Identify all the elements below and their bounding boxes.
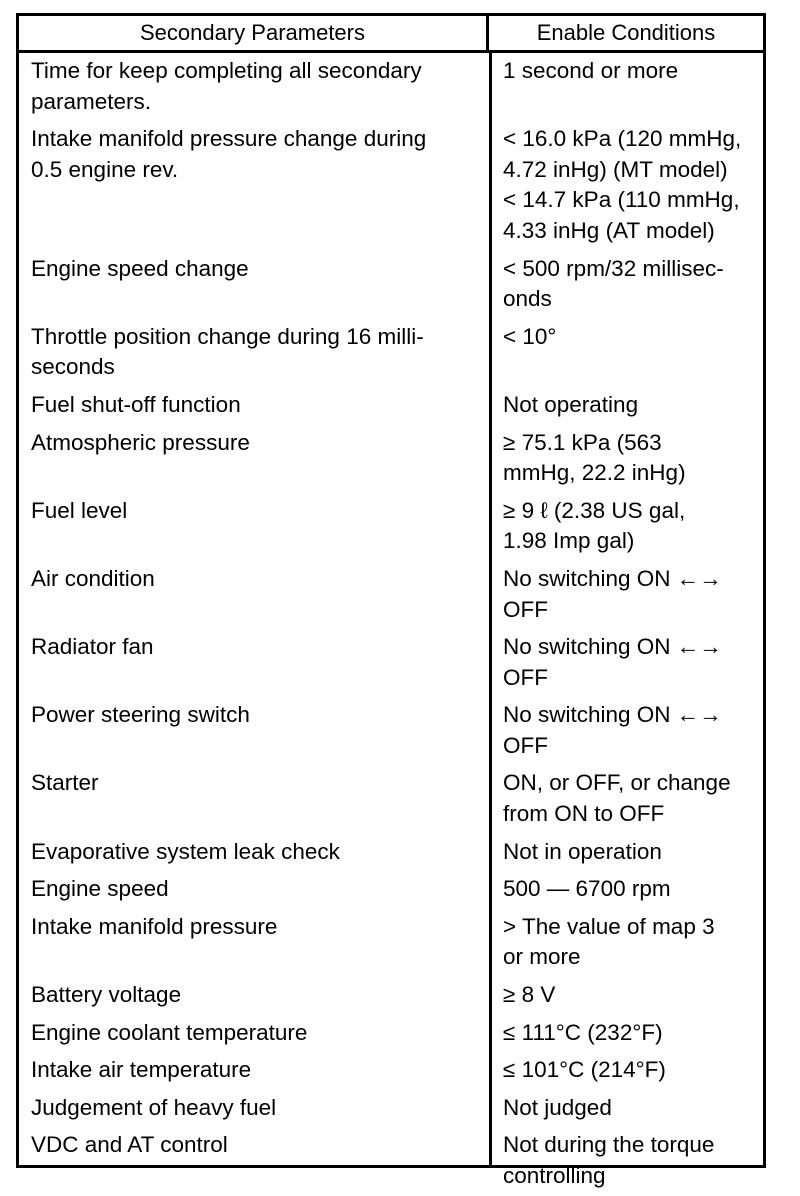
table-row bbox=[19, 1090, 763, 1128]
table-row bbox=[19, 871, 763, 909]
parameter-text: Throttle position change during 16 milli- bbox=[31, 323, 424, 349]
condition-text: < 14.7 kPa (110 mmHg, bbox=[503, 187, 740, 213]
table-row bbox=[19, 834, 763, 872]
condition-cell bbox=[489, 493, 763, 561]
table-header bbox=[19, 16, 763, 53]
table-row bbox=[19, 909, 763, 977]
condition-text: OFF bbox=[503, 664, 548, 690]
parameter-cell bbox=[19, 909, 489, 977]
parameter-text: VDC and AT control bbox=[31, 1132, 228, 1158]
condition-text: Not during the torque bbox=[503, 1132, 715, 1158]
header-enable-conditions: Enable Conditions bbox=[536, 20, 716, 45]
condition-text: 1 second or more bbox=[503, 58, 679, 83]
parameter-cell bbox=[19, 1052, 489, 1090]
condition-cell bbox=[489, 425, 763, 493]
parameter-text: Fuel level bbox=[31, 497, 128, 523]
condition-text: OFF bbox=[503, 596, 548, 622]
condition-cell bbox=[489, 1127, 763, 1195]
parameter-cell bbox=[19, 493, 489, 561]
parameter-cell bbox=[19, 121, 489, 250]
parameter-cell bbox=[19, 425, 489, 493]
condition-text: ≤ 111°C (232°F) bbox=[503, 1019, 663, 1045]
condition-text: 4.33 inHg (AT model) bbox=[503, 217, 715, 243]
condition-text: ON, or OFF, or change bbox=[503, 770, 731, 796]
condition-text: ≤ 101°C (214°F) bbox=[503, 1057, 666, 1083]
condition-cell bbox=[489, 251, 763, 319]
condition-cell bbox=[489, 871, 763, 909]
parameter-text: seconds bbox=[31, 354, 115, 380]
table-row bbox=[19, 561, 763, 629]
condition-text: 1.98 Imp gal) bbox=[503, 528, 635, 554]
parameter-text: Starter bbox=[31, 770, 99, 796]
condition-text: No switching ON ←→ bbox=[503, 634, 722, 660]
condition-text: < 500 rpm/32 millisec- bbox=[503, 255, 724, 281]
table-row bbox=[19, 1052, 763, 1090]
table-row bbox=[19, 629, 763, 697]
table-row bbox=[19, 387, 763, 425]
condition-text: Not judged bbox=[503, 1094, 612, 1120]
parameter-text: Intake manifold pressure change during bbox=[31, 126, 427, 152]
table-row bbox=[19, 1015, 763, 1053]
parameter-cell bbox=[19, 1127, 489, 1195]
parameter-text: 0.5 engine rev. bbox=[31, 156, 179, 182]
condition-text: No switching ON ←→ bbox=[503, 702, 722, 728]
table-row bbox=[19, 765, 763, 833]
condition-text: ≥ 9 ℓ (2.38 US gal, bbox=[503, 497, 686, 523]
condition-text: > The value of map 3 bbox=[503, 913, 715, 939]
parameter-cell bbox=[19, 387, 489, 425]
parameter-cell bbox=[19, 871, 489, 909]
condition-text: < 16.0 kPa (120 mmHg, bbox=[503, 126, 742, 152]
condition-text: onds bbox=[503, 286, 552, 312]
table-row bbox=[19, 319, 763, 387]
parameter-cell bbox=[19, 319, 489, 387]
table-body bbox=[19, 53, 763, 1188]
condition-text: Not operating bbox=[503, 391, 639, 417]
table-row bbox=[19, 251, 763, 319]
parameter-cell bbox=[19, 1015, 489, 1053]
parameter-cell bbox=[19, 561, 489, 629]
condition-cell bbox=[489, 977, 763, 1015]
condition-cell bbox=[489, 53, 763, 121]
condition-text: controlling bbox=[503, 1163, 606, 1188]
condition-text: mmHg, 22.2 inHg) bbox=[503, 460, 686, 486]
table-row bbox=[19, 493, 763, 561]
condition-cell bbox=[489, 1015, 763, 1053]
parameter-text: Radiator fan bbox=[31, 634, 154, 660]
condition-cell bbox=[489, 834, 763, 872]
condition-text: No switching ON ←→ bbox=[503, 565, 722, 591]
parameter-text: Time for keep completing all secondary bbox=[31, 58, 422, 83]
parameter-text: Engine coolant temperature bbox=[31, 1019, 308, 1045]
parameter-cell bbox=[19, 834, 489, 872]
condition-text: from ON to OFF bbox=[503, 801, 665, 827]
condition-cell bbox=[489, 319, 763, 387]
condition-text: < 10° bbox=[503, 323, 557, 349]
parameter-cell bbox=[19, 697, 489, 765]
condition-cell bbox=[489, 1052, 763, 1090]
parameter-text: Engine speed bbox=[31, 876, 169, 902]
table-row bbox=[19, 697, 763, 765]
condition-text: Not in operation bbox=[503, 838, 662, 864]
parameter-cell bbox=[19, 977, 489, 1015]
condition-cell bbox=[489, 909, 763, 977]
table-row bbox=[19, 977, 763, 1015]
parameter-text: Judgement of heavy fuel bbox=[31, 1094, 277, 1120]
parameter-cell bbox=[19, 629, 489, 697]
table-row bbox=[19, 121, 763, 250]
table-row bbox=[19, 425, 763, 493]
condition-cell bbox=[489, 1090, 763, 1128]
parameter-text: Air condition bbox=[31, 565, 155, 591]
condition-text: 500 — 6700 rpm bbox=[503, 876, 671, 902]
parameter-cell bbox=[19, 53, 489, 121]
parameter-text: Atmospheric pressure bbox=[31, 429, 250, 455]
condition-cell bbox=[489, 697, 763, 765]
table-row bbox=[19, 1127, 763, 1195]
parameter-cell bbox=[19, 765, 489, 833]
parameter-text: Evaporative system leak check bbox=[31, 838, 340, 864]
parameter-cell bbox=[19, 1090, 489, 1128]
condition-cell bbox=[489, 121, 763, 250]
parameter-text: Engine speed change bbox=[31, 255, 249, 281]
parameter-text: parameters. bbox=[31, 88, 152, 114]
table-row bbox=[19, 53, 763, 121]
parameter-text: Fuel shut-off function bbox=[31, 391, 241, 417]
condition-cell bbox=[489, 629, 763, 697]
condition-text: ≥ 8 V bbox=[503, 982, 556, 1008]
parameter-text: Power steering switch bbox=[31, 702, 250, 728]
parameter-text: Intake air temperature bbox=[31, 1057, 252, 1083]
header-secondary-parameters: Secondary Parameters bbox=[19, 16, 489, 50]
condition-cell bbox=[489, 387, 763, 425]
condition-text: or more bbox=[503, 944, 581, 970]
parameter-text: Battery voltage bbox=[31, 982, 182, 1008]
condition-text: 4.72 inHg) (MT model) bbox=[503, 156, 728, 182]
condition-cell bbox=[489, 765, 763, 833]
condition-text: ≥ 75.1 kPa (563 bbox=[503, 429, 662, 455]
parameter-cell bbox=[19, 251, 489, 319]
parameter-text: Intake manifold pressure bbox=[31, 913, 278, 939]
condition-text: OFF bbox=[503, 732, 548, 758]
condition-cell bbox=[489, 561, 763, 629]
parameters-table bbox=[16, 13, 766, 1188]
